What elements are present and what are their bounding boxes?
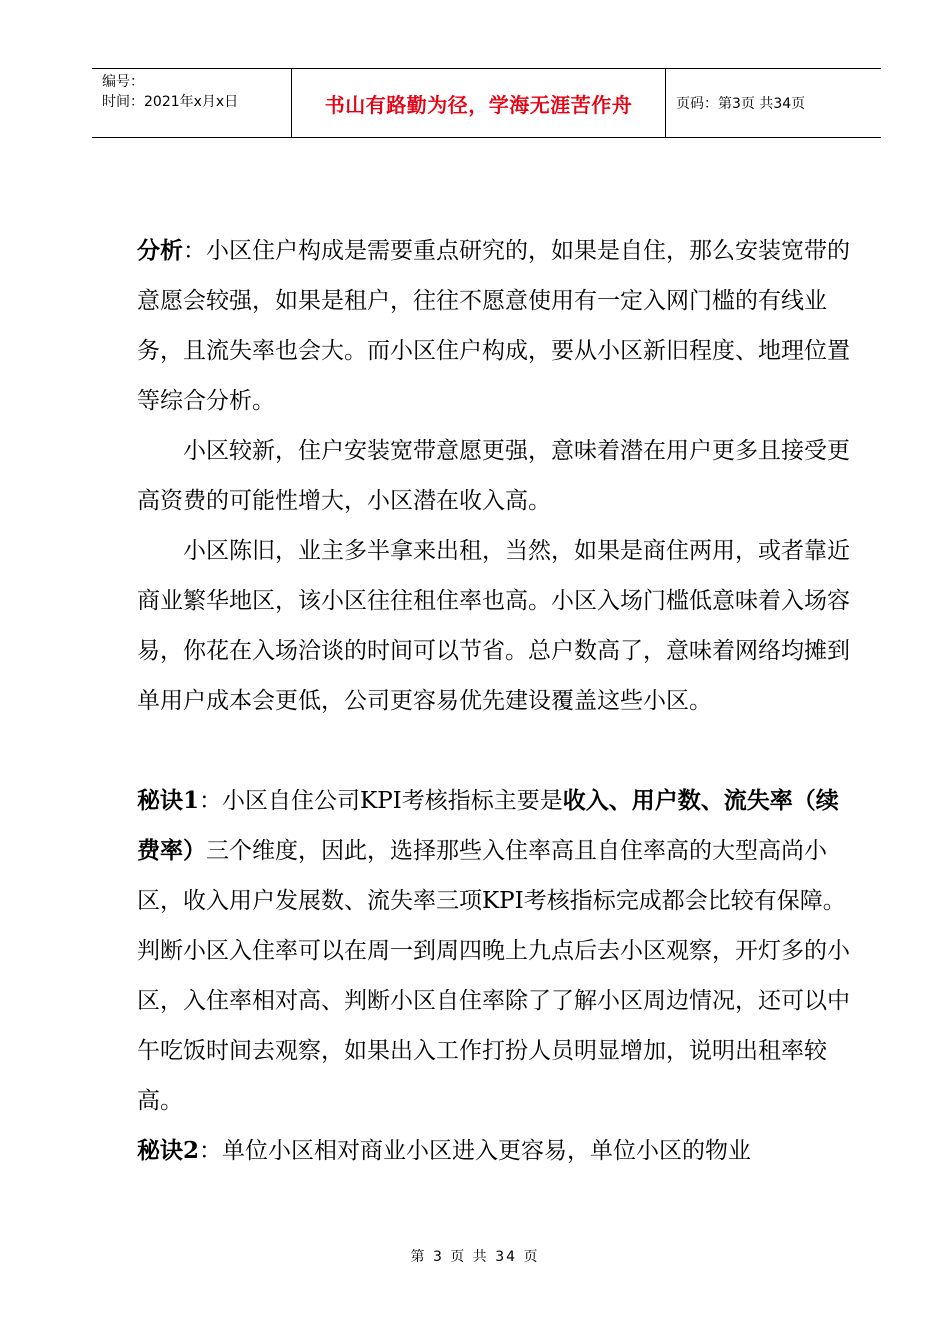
analysis-colon: ： <box>183 238 206 264</box>
tip1-text-a: 小区自住公司KPI考核指标主要是 <box>222 788 563 814</box>
tip1-paragraph <box>137 776 852 1126</box>
analysis-label: 分析 <box>137 237 183 264</box>
tip1-label: 秘诀1 <box>137 787 200 814</box>
new-community-paragraph: 小区较新，住户安装宽带意愿更强，意味着潜在用户更多且接受更高资费的可能性增大，小区潜在收入高。 <box>137 438 850 514</box>
document-body <box>137 226 852 1176</box>
analysis-paragraph <box>137 226 852 426</box>
page-footer: 第 3 页 共 34 页 <box>410 1249 540 1265</box>
time-label: 时间：2021年x月x日 <box>102 94 239 110</box>
tip1-text-b: 三个维度，因此，选择那些入住率高且自住率高的大型高尚小区，收入用户发展数、流失率三项KPI考核指标完成都会比较有保障。判断小区入住率可以在周一到周四晚上九点后去小区观察，开灯多的小区，入住率相对高、判断小区自住率除了了解小区周边情况，还可以中午吃饭时间去观察，如果出入工作打扮人员明显增加，说明出租率较高。 <box>137 838 850 1114</box>
page-header <box>92 68 881 138</box>
header-meta <box>92 69 292 137</box>
header-page-info: 页码：第3页 共34页 <box>676 96 806 112</box>
tip2-paragraph <box>137 1126 852 1176</box>
paragraph-gap <box>137 726 852 776</box>
number-label: 编号： <box>102 74 144 90</box>
tip1-colon: ： <box>199 788 223 814</box>
tip2-label: 秘诀2 <box>137 1137 200 1164</box>
tip2-text: 单位小区相对商业小区进入更容易，单位小区的物业 <box>222 1138 752 1164</box>
old-community-paragraph: 小区陈旧，业主多半拿来出租，当然，如果是商住两用，或者靠近商业繁华地区，该小区往往租住率也高。小区入场门槛低意味着入场容易，你花在入场洽谈的时间可以节省。总户数高了，意味着网络均摊到单用户成本会更低，公司更容易优先建设覆盖这些小区。 <box>137 538 850 714</box>
tip1-bold-metrics: 收入、用户数、流失率（续费率） <box>137 787 839 864</box>
analysis-text: 小区住户构成是需要重点研究的，如果是自住，那么安装宽带的意愿会较强，如果是租户，往往不愿意使用有一定入网门槛的有线业务，且流失率也会大。而小区住户构成，要从小区新旧程度、地理位置等综合分析。 <box>137 238 850 414</box>
tip2-colon: ： <box>199 1138 223 1164</box>
header-motto: 书山有路勤为径，学海无涯苦作舟 <box>292 69 666 137</box>
